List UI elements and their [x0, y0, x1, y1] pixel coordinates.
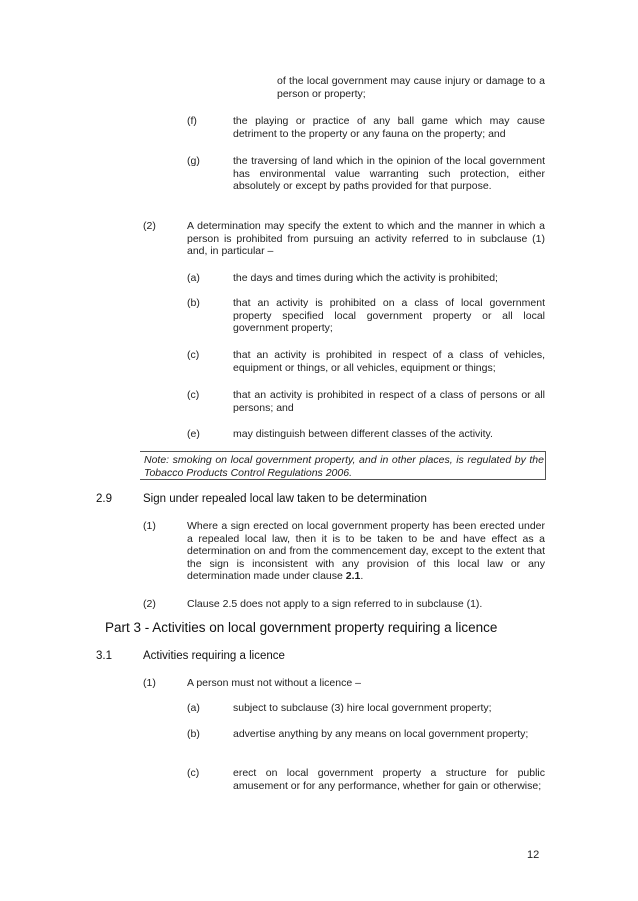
item-text-3-1-a: subject to subclause (3) hire local government property;: [233, 702, 492, 714]
part-3-title: Part 3 - Activities on local government property requiring a licence: [105, 620, 498, 635]
item-text-3-1-b: advertise anything by any means on local government property;: [233, 728, 529, 740]
item-label-b: (b): [187, 297, 200, 309]
clause-number-2-9: 2.9: [96, 493, 112, 505]
item-label-e: (e): [187, 428, 200, 440]
item-text-c2: that an activity is prohibited in respect of a class of persons or all persons; and: [233, 389, 545, 414]
subclause-label-2-9-1: (1): [143, 520, 156, 532]
item-label-a: (a): [187, 272, 200, 284]
item-text-b: that an activity is prohibited on a class of local government property specified local government property or all local government property;: [233, 297, 545, 334]
subclause-text-2: A determination may specify the extent to which and the manner in which a person is prohibited from pursuing an activity referred to in subclause (1) and, in particular –: [187, 220, 545, 257]
subclause-label-2: (2): [143, 220, 156, 232]
subclause-label-3-1-1: (1): [143, 677, 156, 689]
note-text: Note: smoking on local government property, and in other places, is regulated by the Tobacco Products Control Regulations 2006.: [144, 454, 544, 479]
subclause-text-2-9-1-body: Where a sign erected on local government property has been erected under a repealed local law, then it is to be taken to be and have effect as a determination on and from the commencement day, except to the extent that the sign is inconsistent with any provision of this local law or any determination made under clause: [187, 520, 545, 582]
item-text-g: the traversing of land which in the opinion of the local government has environmental value warranting such protection, either absolutely or except by paths provided for that purpose.: [233, 155, 545, 192]
page-number: 12: [527, 849, 540, 861]
clause-title-3-1: Activities requiring a licence: [143, 650, 285, 662]
subclause-text-2-9-1-end: .: [360, 570, 364, 582]
item-text-a: the days and times during which the activity is prohibited;: [233, 272, 498, 284]
note-box: [140, 451, 546, 480]
clause-title-2-9: Sign under repealed local law taken to be determination: [143, 493, 427, 505]
item-label-3-1-a: (a): [187, 702, 200, 714]
item-label-c: (c): [187, 349, 200, 361]
item-label-f: (f): [187, 115, 197, 127]
item-label-c2: (c): [187, 389, 200, 401]
subclause-text-3-1-1: A person must not without a licence –: [187, 677, 361, 689]
subclause-text-2-9-1: [187, 520, 545, 583]
subclause-label-2-9-2: (2): [143, 598, 156, 610]
item-label-g: (g): [187, 155, 200, 167]
item-text-3-1-c: erect on local government property a structure for public amusement or for any performance, whether for gain or otherwise;: [233, 767, 545, 792]
clause-number-3-1: 3.1: [96, 650, 112, 662]
item-label-3-1-b: (b): [187, 728, 200, 740]
item-label-3-1-c: (c): [187, 767, 200, 779]
intro-continuation: of the local government may cause injury or damage to a person or property;: [277, 75, 545, 100]
item-text-c: that an activity is prohibited in respect of a class of vehicles, equipment or things, or all vehicles, equipment or things;: [233, 349, 545, 374]
clause-ref-2-1: 2.1: [345, 570, 361, 582]
item-text-f: the playing or practice of any ball game which may cause detriment to the property or any fauna on the property; and: [233, 115, 545, 140]
subclause-text-2-9-2: Clause 2.5 does not apply to a sign referred to in subclause (1).: [187, 598, 483, 610]
item-text-e: may distinguish between different classes of the activity.: [233, 428, 493, 440]
